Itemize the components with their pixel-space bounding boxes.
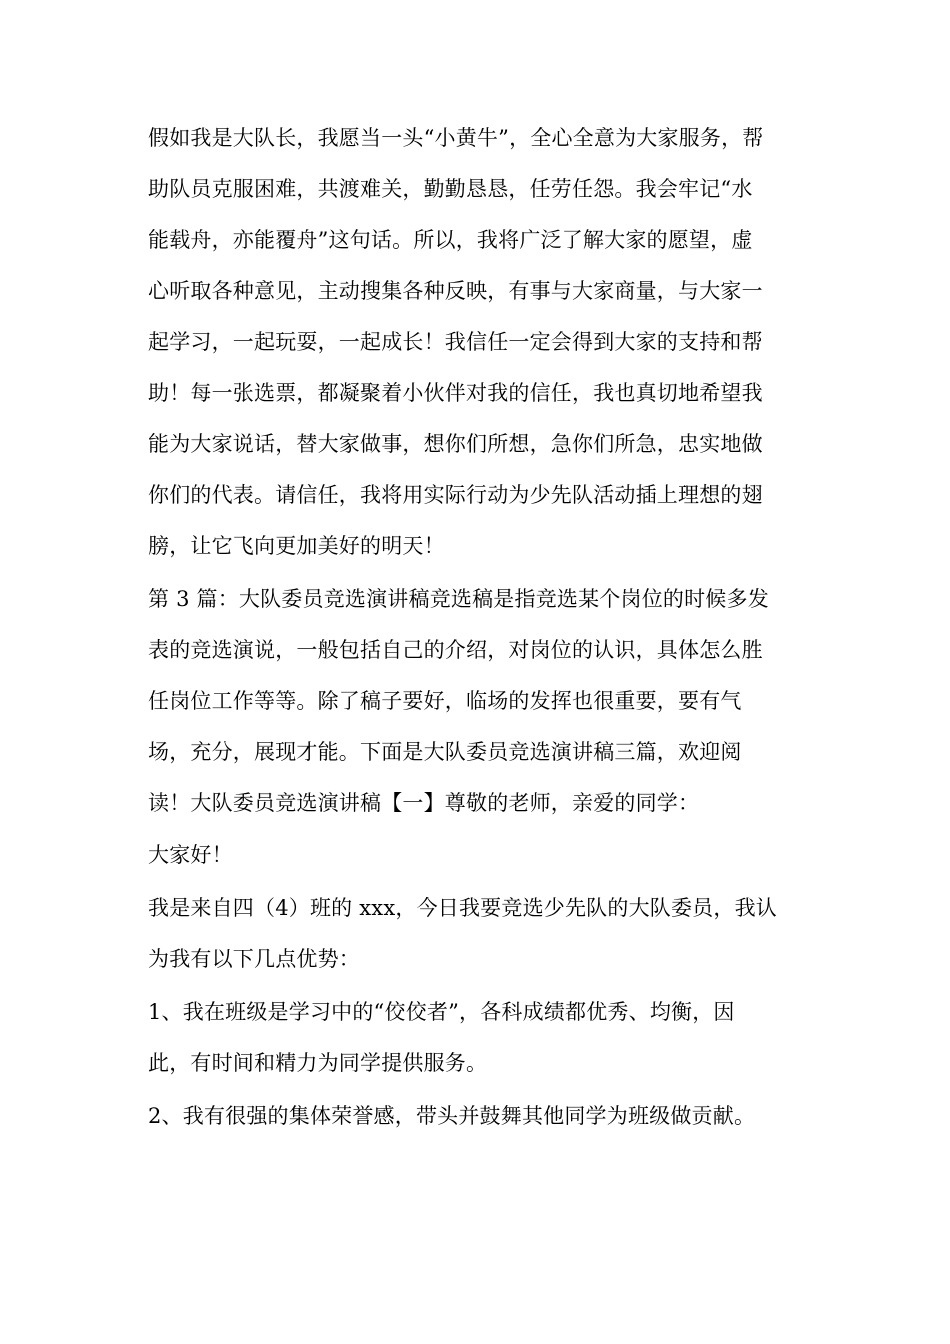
text-line-10: 第 3 篇：大队委员竞选演讲稿竞选稿是指竞选某个岗位的时候多发 <box>148 587 769 611</box>
text-line-11: 表的竞选演说，一般包括自己的介绍，对岗位的认识，具体怎么胜 <box>148 638 763 662</box>
text-line-15: 大家好！ <box>148 843 233 867</box>
text-line-17: 为我有以下几点优势： <box>148 947 360 971</box>
text-line-16: 我是来自四（4）班的 xxx，今日我要竞选少先队的大队委员，我认 <box>148 896 777 920</box>
text-line-6: 助！每一张选票，都凝聚着小伙伴对我的信任，我也真切地希望我 <box>148 381 763 405</box>
text-line-12: 任岗位工作等等。除了稿子要好，临场的发挥也很重要，要有气 <box>148 689 742 713</box>
text-line-20: 2、我有很强的集体荣誉感，带头并鼓舞其他同学为班级做贡献。 <box>148 1104 756 1128</box>
text-line-19: 此，有时间和精力为同学提供服务。 <box>148 1051 488 1075</box>
text-line-13: 场，充分，展现才能。下面是大队委员竞选演讲稿三篇，欢迎阅 <box>148 740 742 764</box>
text-line-2: 助队员克服困难，共渡难关，勤勤恳恳，任劳任怨。我会牢记“水 <box>148 177 753 201</box>
text-line-8: 你们的代表。请信任，我将用实际行动为少先队活动插上理想的翅 <box>148 483 763 507</box>
text-line-5: 起学习，一起玩耍，一起成长！我信任一定会得到大家的支持和帮 <box>148 330 763 354</box>
text-line-1: 假如我是大队长，我愿当一头“小黄牛”，全心全意为大家服务，帮 <box>148 126 764 150</box>
text-line-7: 能为大家说话，替大家做事，想你们所想，急你们所急，忠实地做 <box>148 432 763 456</box>
text-line-3: 能载舟，亦能覆舟”这句话。所以，我将广泛了解大家的愿望，虚 <box>148 228 753 252</box>
text-line-18: 1、我在班级是学习中的“佼佼者”，各科成绩都优秀、均衡，因 <box>148 1000 735 1024</box>
text-line-4: 心听取各种意见，主动搜集各种反映，有事与大家商量，与大家一 <box>148 279 763 303</box>
text-line-14: 读！大队委员竞选演讲稿【一】尊敬的老师，亲爱的同学： <box>148 791 700 815</box>
text-line-9: 膀，让它飞向更加美好的明天！ <box>148 534 445 558</box>
